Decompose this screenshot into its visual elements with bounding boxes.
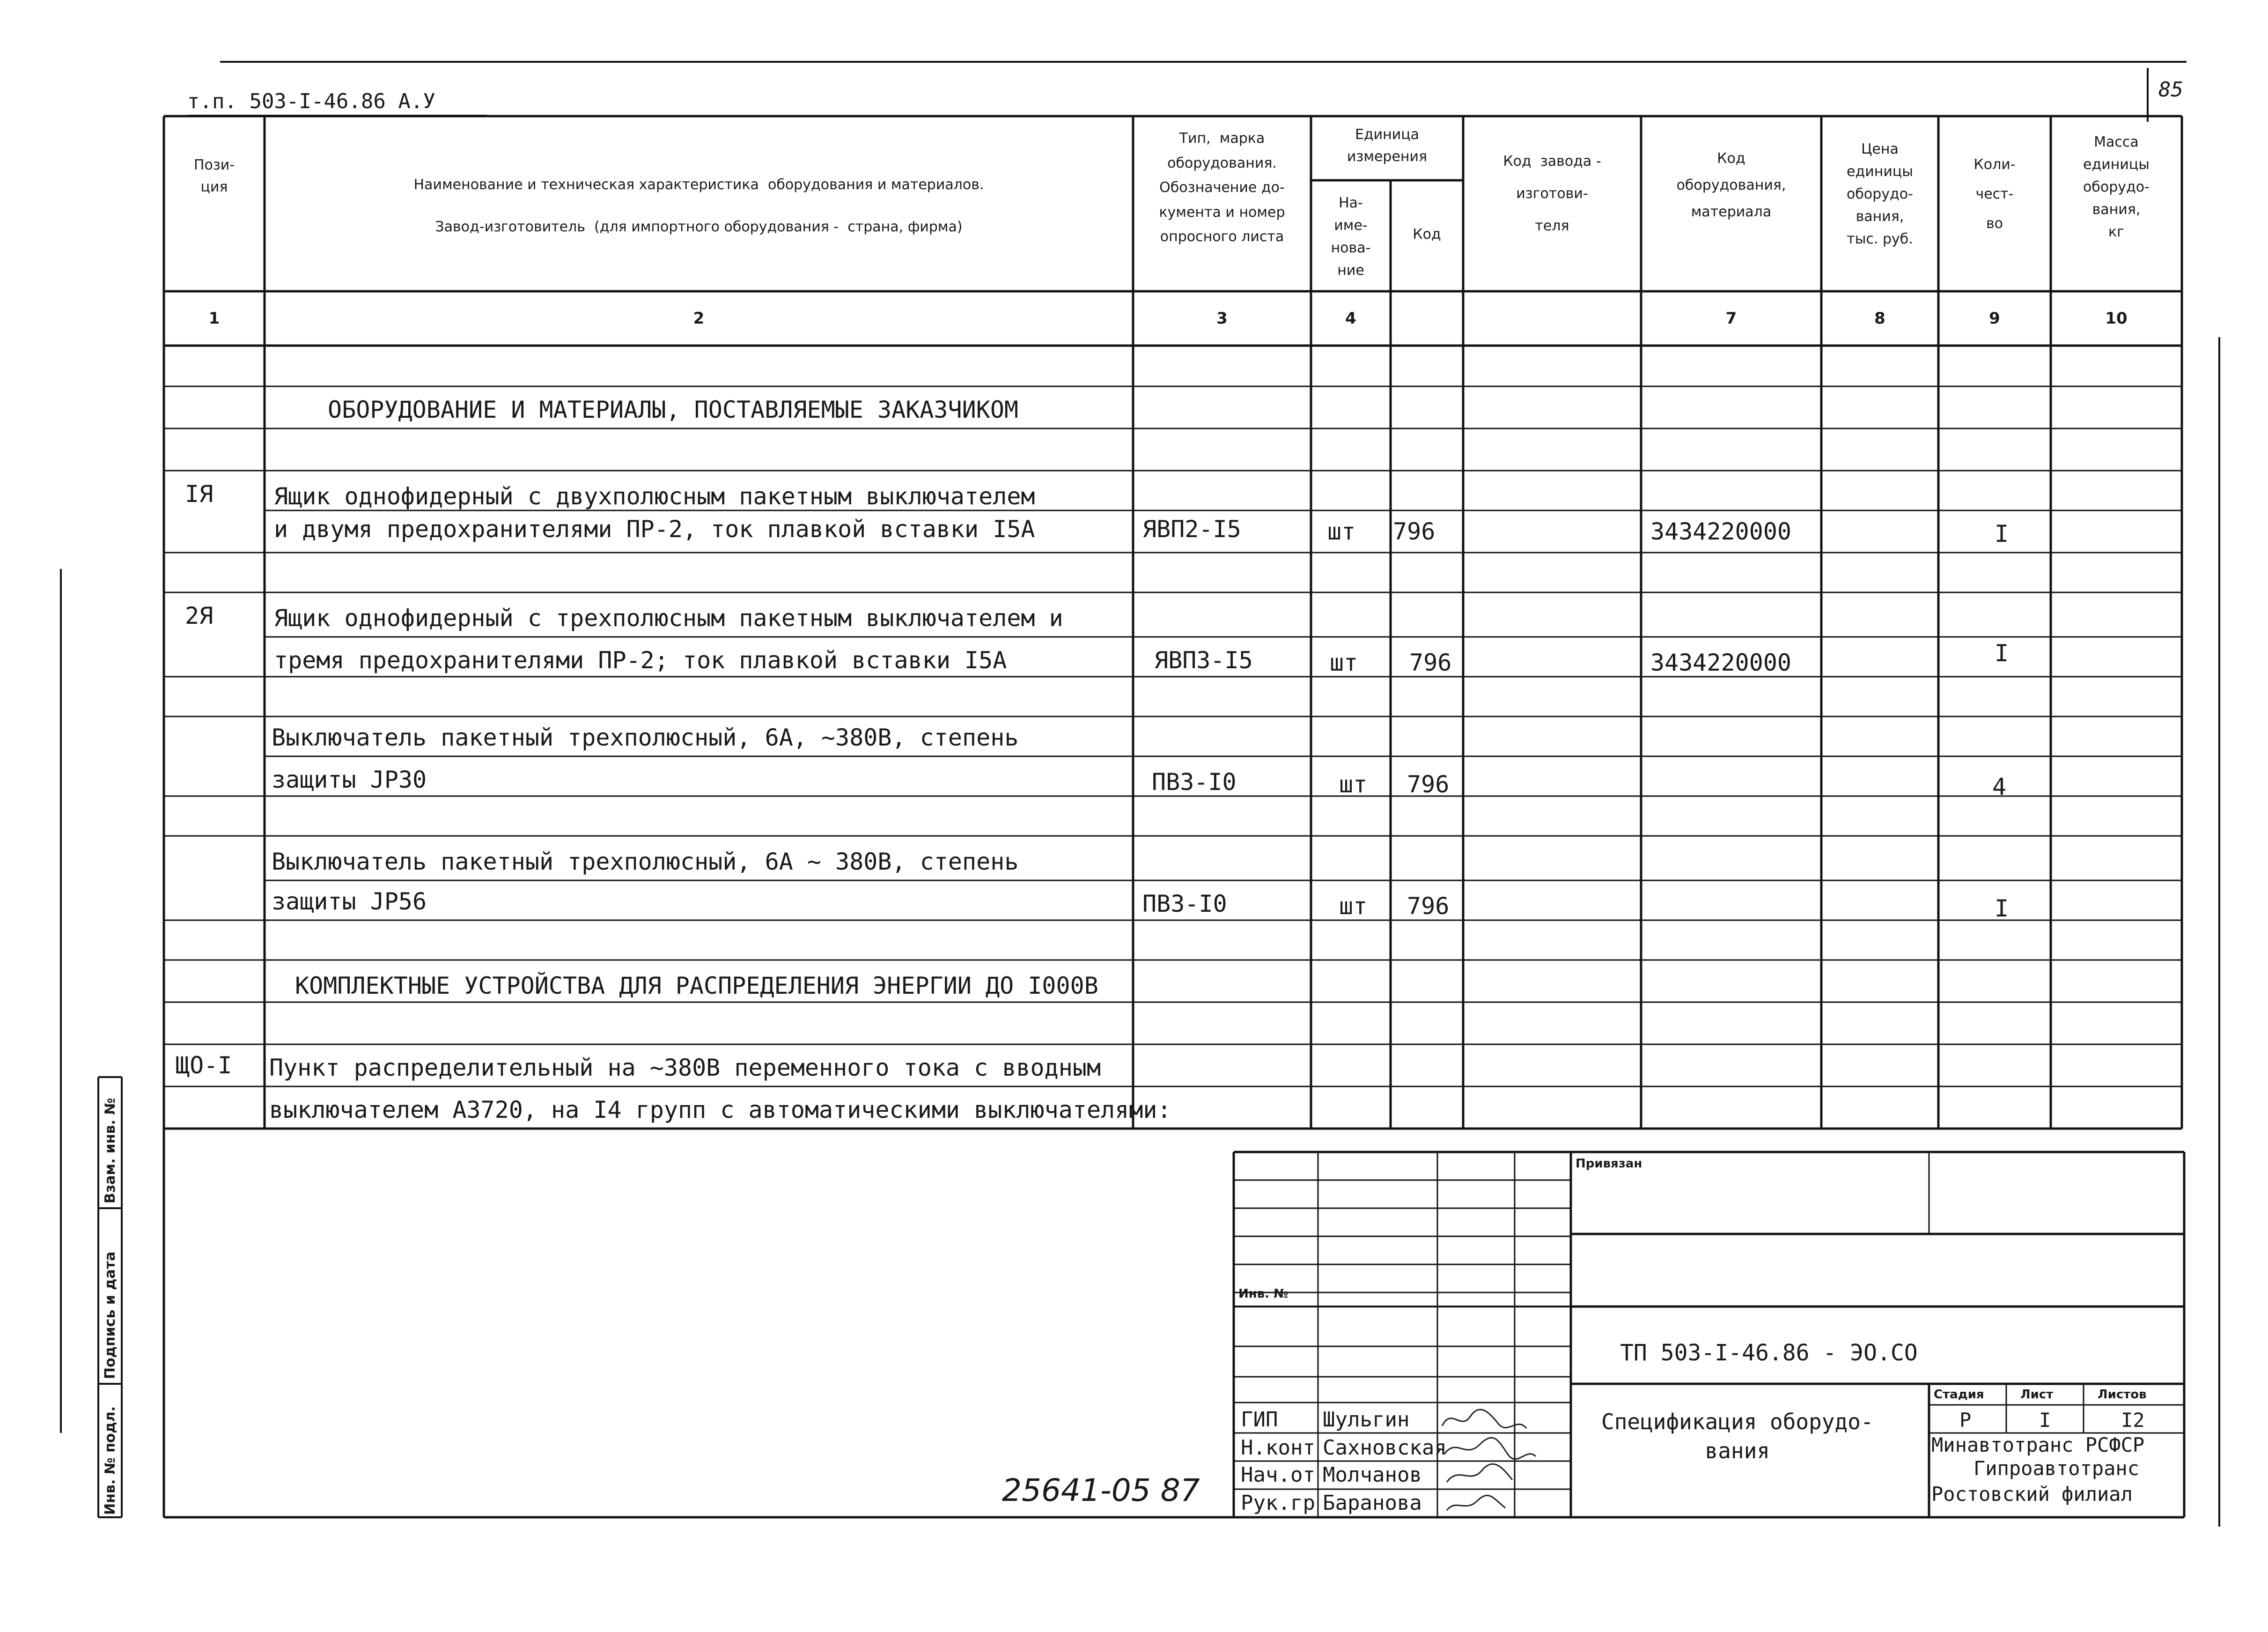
org-ministry: Минавтотранс РСФСР [1931,1433,2145,1456]
row2-name-line1: Ящик однофидерный с трехполюсным пакетным выключателем и [274,605,1063,632]
row1-unit: шт [1327,518,1356,545]
row1-name-line2: и двумя предохранителями ПР-2, ток плавкой вставки I5А [274,516,1035,543]
section-heading-complete-devices: КОМПЛЕКТНЫЕ УСТРОЙСТВА ДЛЯ РАСПРЕДЕЛЕНИЯ ЭНЕРГИИ ДО I000В [295,972,1098,999]
col-num-4: 4 [1345,309,1356,328]
row4-unit-code: 796 [1407,893,1450,920]
role-dept-head: Нач.от [1241,1463,1315,1487]
stage-value: Р [1959,1409,1972,1432]
row5-name-line2: выключателем А3720, на I4 групп с автоматическими выключателями: [269,1096,1171,1123]
row4-unit: шт [1339,893,1368,920]
org-branch: Ростовский филиал [1931,1483,2133,1506]
signatures [1437,1403,1573,1517]
col-head-unit-group: Единица измерения [1347,126,1428,165]
col-num-2: 2 [693,309,705,328]
row3-unit: шт [1339,771,1368,798]
row3-type: ПВ3-I0 [1152,768,1237,796]
row2-position: 2Я [185,602,214,629]
name-gip: Шульгин [1323,1408,1410,1432]
row2-unit: шт [1330,649,1358,676]
side-label-signature-date: Подпись и дата [102,1251,118,1379]
row2-quantity: I [1995,640,2009,667]
side-label-original-inv: Инв. № подл. [102,1406,118,1515]
col-head-quantity: Коли- чест- во [1973,156,2016,232]
col-head-position: Пози- ция [193,157,235,195]
row2-name-line2: тремя предохранителями ПР-2; ток плавкой вставки I5А [274,647,1007,674]
col-head-price: Цена единицы оборудо- вания, тыс. руб. [1847,141,1913,247]
title-block-attached: Привязан [1576,1157,1642,1171]
row4-type: ПВ3-I0 [1142,890,1227,917]
name-group-head: Баранова [1323,1491,1422,1515]
document-title: Спецификация оборудо- вания [1601,1409,1874,1464]
col-head-unit-code: Код [1413,226,1441,243]
row2-type: ЯВП3-I5 [1154,647,1253,674]
row5-name-line1: Пункт распределительный на ~380В переменного тока с вводным [269,1054,1101,1081]
col-num-10: 10 [2105,309,2128,328]
row4-name-line1: Выключатель пакетный трехполюсный, 6А ~ 380В, степень [272,848,1019,875]
row3-name-line2: защиты JР30 [272,766,427,793]
document-code: ТП 503-I-46.86 - ЭО.СО [1620,1340,1918,1366]
stage-header: Стадия [1934,1388,1984,1402]
col-num-1: 1 [208,309,220,328]
col-num-3: 3 [1216,309,1228,328]
row3-quantity: 4 [1992,773,2007,800]
name-norm-control: Сахновская [1323,1436,1447,1460]
row4-quantity: I [1995,895,2009,922]
row1-name-line1: Ящик однофидерный с двухполюсным пакетным выключателем [274,483,1035,510]
sheet-value: I [2039,1409,2051,1432]
col-num-8: 8 [1874,309,1885,328]
role-gip: ГИП [1241,1408,1278,1432]
sheet-header: Лист [2020,1388,2054,1402]
col-head-type: Тип, марка оборудования. Обозначение до- кумента и номер опросного листа [1159,130,1285,245]
sheets-value: I2 [2121,1409,2145,1432]
row5-position: ЩО-I [176,1052,232,1079]
sheets-header: Листов [2098,1388,2147,1402]
title-block-inv-no: Инв. № [1238,1287,1289,1301]
col-head-name: Наименование и техническая характеристика оборудования и материалов. Завод-изготовитель (для импортного оборудования - страна, фирма) [413,177,984,235]
section-heading-customer-supplied: ОБОРУДОВАНИЕ И МАТЕРИАЛЫ, ПОСТАВЛЯЕМЫЕ ЗАКАЗЧИКОМ [328,396,1019,423]
role-norm-control: Н.конт [1241,1436,1315,1460]
row2-unit-code: 796 [1409,649,1452,676]
page-mark: 85 [2158,78,2183,102]
col-num-9: 9 [1989,309,2000,328]
row1-type: ЯВП2-I5 [1142,516,1241,543]
org-institute: Гипроавтотранс [1973,1457,2140,1480]
row2-equipment-code: 3434220000 [1650,649,1792,676]
row3-unit-code: 796 [1407,771,1450,798]
name-dept-head: Молчанов [1323,1463,1422,1487]
role-group-head: Рук.гр [1241,1491,1315,1515]
row3-name-line1: Выключатель пакетный трехполюсный, 6А, ~380В, степень [272,724,1019,751]
side-label-replacement-inv: Взам. инв. № [102,1098,118,1204]
col-num-7: 7 [1725,309,1737,328]
col-head-equipment-code: Код оборудования, материала [1676,150,1786,220]
row1-unit-code: 796 [1393,518,1436,545]
col-head-mass: Масса единицы оборудо- вания, кг [2083,134,2150,240]
col-head-maker-code: Код завода - изготови- теля [1503,153,1601,234]
archive-stamp-number: 25641-05 87 [1002,1472,1200,1508]
row1-position: IЯ [185,480,214,508]
row1-quantity: I [1995,520,2009,547]
ref-header: т.п. 503-I-46.86 А.У [187,89,435,113]
col-head-unit-name: На- име- нова- ние [1331,195,1371,279]
row1-equipment-code: 3434220000 [1650,518,1792,545]
row4-name-line2: защиты JР56 [272,888,427,915]
